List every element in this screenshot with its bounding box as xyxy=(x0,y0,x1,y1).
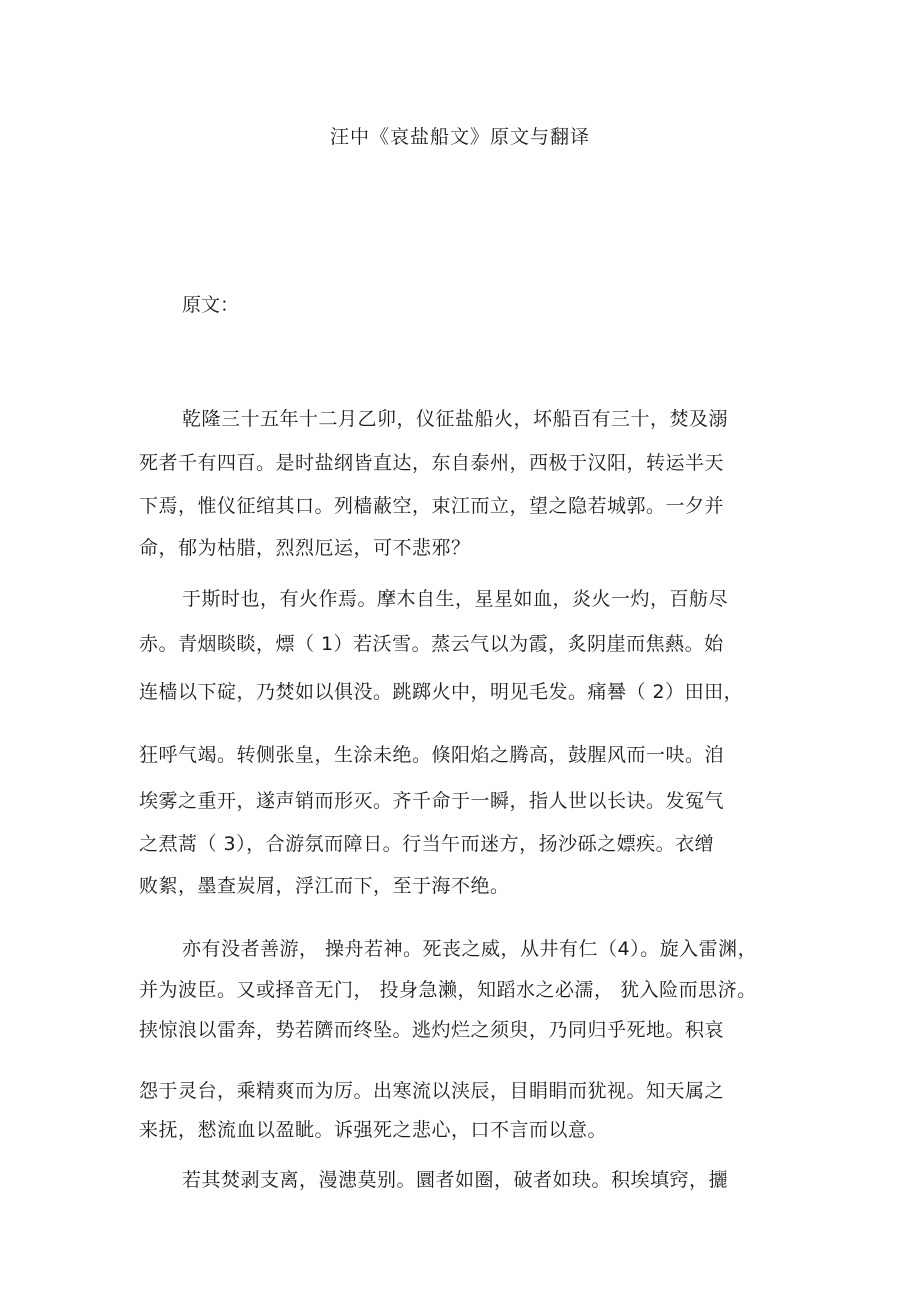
text-line: 于斯时也，有火作焉。摩木自生，星星如血，炎火一灼，百舫尽 xyxy=(182,588,729,610)
text-line: 挟惊浪以雷奔，势若隮而终坠。逃灼烂之须臾，乃同归乎死地。积哀 xyxy=(139,1019,725,1041)
text-line: 若其焚剥支离，漫漶莫别。圜者如圈，破者如玦。积埃填窍，攦 xyxy=(182,1169,729,1191)
text-line: 之焄蒿（ 3），合游氛而障日。行当午而迷方，扬沙砾之嫖疾。衣缯 xyxy=(139,833,715,855)
document-title: 汪中《哀盐船文》原文与翻译 xyxy=(329,126,590,148)
text-line: 怨于灵台，乘精爽而为厉。出寒流以浃辰，目睊睊而犹视。知天属之 xyxy=(139,1080,725,1102)
section-label-original-text: 原文： xyxy=(182,294,240,316)
text-line: 来抚，憖流血以盈眦。诉强死之悲心，口不言而以意。 xyxy=(139,1119,608,1141)
text-line: 连樯以下碇，乃焚如以俱没。跳踯火中，明见毛发。痛謈（ 2）田田， xyxy=(139,681,744,703)
text-line: 亦有没者善游， 操舟若神。死丧之威，从井有仁（4）。旋入雷渊， xyxy=(182,938,758,960)
text-line: 乾隆三十五年十二月乙卯，仪征盐船火，坏船百有三十，焚及溺 xyxy=(182,408,729,430)
text-line: 埃雾之重开，遂声销而形灭。齐千命于一瞬，指人世以长诀。发冤气 xyxy=(139,790,725,812)
text-line: 死者千有四百。是时盐纲皆直达，东自泰州，西极于汉阳，转运半天 xyxy=(139,452,725,474)
text-line: 狂呼气竭。转侧张皇，生涂未绝。倏阳焰之腾高，鼓腥风而一吷。洎 xyxy=(139,744,725,766)
text-line: 赤。青烟睒睒，熛（ 1）若沃雪。蒸云气以为霞，炙阴崖而焦爇。始 xyxy=(139,633,724,655)
text-line: 败絮，墨查炭屑，浮江而下，至于海不绝。 xyxy=(139,875,510,897)
text-line: 命，郁为枯腊，烈烈厄运，可不悲邪？ xyxy=(139,537,471,559)
text-line: 下焉，惟仪征绾其口。列樯蔽空，束江而立，望之隐若城郭。一夕并 xyxy=(139,495,725,517)
text-line: 并为波臣。又或择音无门， 投身急濑，知蹈水之必濡， 犹入险而思济。 xyxy=(139,979,757,1001)
